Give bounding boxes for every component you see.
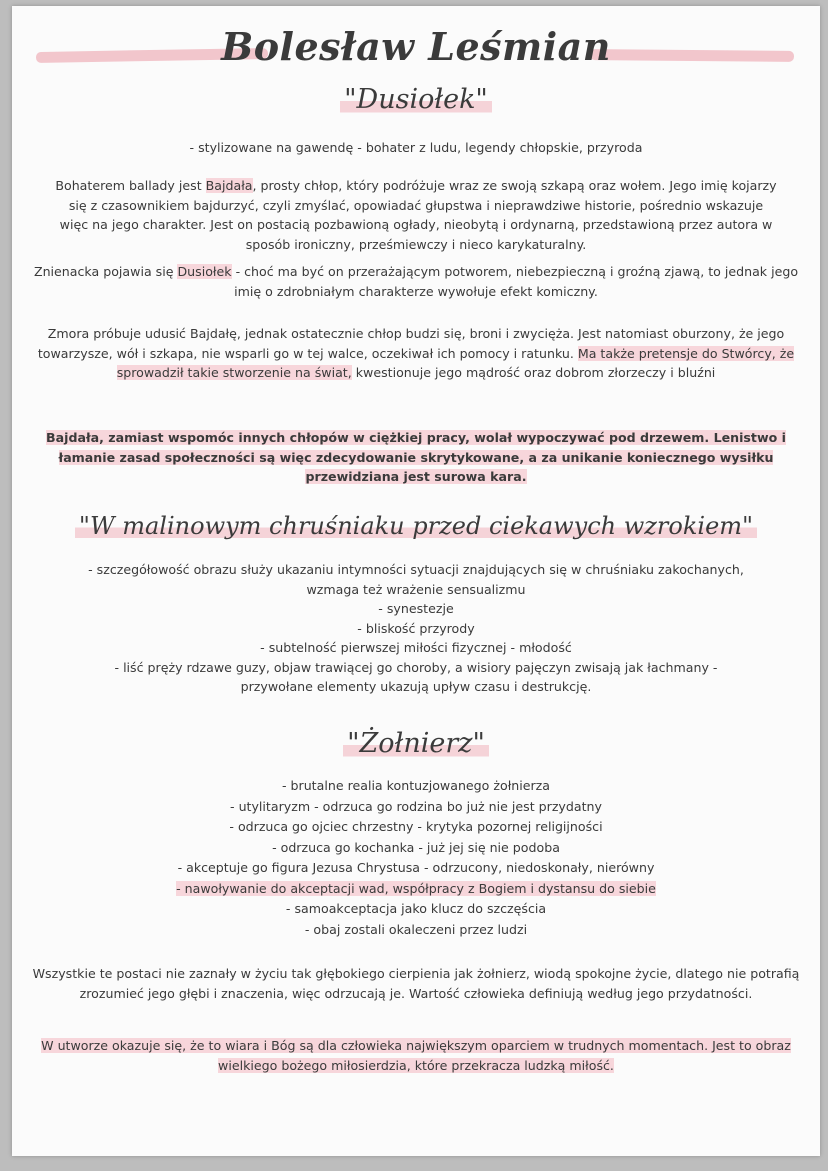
zolnierz-list — [32, 776, 800, 940]
section-title-dusiolek-text: "Dusiołek" — [340, 84, 492, 115]
p2-text-a: Znienacka pojawia się — [33, 264, 178, 279]
zolnierz-summary-1 — [22, 964, 810, 1003]
p1-highlight: Bajdała — [205, 178, 253, 193]
section-title-zolnierz — [12, 728, 820, 759]
dusiolek-paragraph-2 — [32, 262, 800, 301]
malinowym-line-5: - subtelność pierwszej miłości fizycznej - młodość — [260, 640, 572, 655]
section-title-malinowym-text: "W malinowym chruśniaku przed ciekawych wzrokiem" — [75, 512, 757, 540]
p1-text-b: , prosty chłop, który podróżuje wraz ze swoją szkapą oraz wołem. Jego imię kojarzy się z czasownikiem bajdurzyć, czyli zmyślać, opowiadać głupstwa i nieprawdziwe historie, pośrednio wskazuje więc na jego charakter. Jest on postacią pozbawioną ogłady, nieobytą i ordynarną, przedstawioną przez autora w sposób ironiczny, prześmiewczy i nieco karykaturalny. — [59, 178, 777, 252]
section-title-malinowym — [12, 512, 820, 540]
page-title: Bolesław Leśmian — [221, 24, 611, 69]
malinowym-line-2: wzmaga też wrażenie sensualizmu — [306, 581, 526, 597]
p2-highlight: Dusiołek — [177, 264, 232, 279]
p2-text-b: - choć ma być on przerażającym potworem, niebezpieczną i groźną zjawą, to jednak jego imię o zdrobniałym charakterze wywołuje efekt komiczny. — [231, 264, 799, 299]
zolnierz-summary-2 — [32, 1036, 800, 1075]
section-title-zolnierz-text: "Żołnierz" — [343, 728, 489, 759]
note-page — [12, 6, 820, 1156]
zolnierz-item: - brutalne realia kontuzjowanego żołnierza — [281, 778, 551, 793]
zolnierz-item: - akceptuje go figura Jezusa Chrystusa - odrzucony, niedoskonały, nierówny — [177, 860, 655, 875]
p4-highlight: Bajdała, zamiast wspomóc innych chłopów w ciężkiej pracy, wolał wypoczywać pod drzewem. Lenistwo i łamanie zasad społeczności są więc zdecydowanie skrytykowane, a za unikanie koniecznego wysiłku przewidziana jest surowa kara. — [46, 430, 786, 484]
malinowym-line-1: - szczegółowość obrazu służy ukazaniu intymności sytuacji znajdujących się w chruśniaku zakochanych, — [88, 562, 744, 577]
dusiolek-paragraph-1 — [32, 176, 800, 254]
p3-highlight: Ma także pretensje do Stwórcy, że sprowadził takie stworzenie na świat, — [116, 345, 795, 380]
zolnierz-item: - odrzuca go kochanka - już jej się nie podoba — [272, 839, 560, 855]
dusiolek-paragraph-3 — [32, 324, 800, 383]
dusiolek-intro — [32, 138, 800, 158]
dusiolek-intro-text: - stylizowane na gawendę - bohater z ludu, legendy chłopskie, przyroda — [189, 140, 643, 155]
zolnierz-item: - obaj zostali okaleczeni przez ludzi — [304, 921, 528, 937]
malinowym-line-7: przywołane elementy ukazują upływ czasu i destrukcję. — [240, 679, 592, 694]
p3-text-b: kwestionuje jego mądrość oraz dobrom złorzeczy i bluźni — [351, 365, 716, 380]
zolnierz-item: - samoakceptacja jako klucz do szczęścia — [285, 901, 547, 916]
zolnierz-item-highlight: - nawoływanie do akceptacji wad, współpracy z Bogiem i dystansu do siebie — [176, 880, 656, 896]
malinowym-line-6: - liść pręży rdzawe guzy, objaw trawiącej go choroby, a wisiory pajęczyn zwisają jak łachmany - — [114, 659, 718, 675]
dusiolek-paragraph-4 — [32, 428, 800, 487]
zolnierz-item: - utylitaryzm - odrzuca go rodzina bo już nie jest przydatny — [230, 798, 602, 814]
malinowym-line-3: - synestezje — [378, 601, 454, 616]
zolnierz-item: - odrzuca go ojciec chrzestny - krytyka pozornej religijności — [229, 819, 603, 834]
title-row — [12, 20, 820, 80]
malinowym-list — [32, 560, 800, 697]
p3-text-a: Zmora próbuje udusić Bajdałę, jednak ostatecznie chłop budzi się, broni i zwycięża. Jest natomiast oburzony, że jego towarzysze, wół i szkapa, nie wsparli go w tej walce, oczekiwał ich pomocy i ratunku. — [37, 326, 785, 361]
zolnierz-summary-2-highlight: W utworze okazuje się, że to wiara i Bóg są dla człowieka największym oparciem w trudnych momentach. Jest to obraz wielkiego bożego miłosierdzia, które przekracza ludzką miłość. — [41, 1038, 791, 1073]
malinowym-line-4: - bliskość przyrody — [357, 620, 475, 636]
p1-text-a: Bohaterem ballady jest — [55, 178, 206, 193]
zolnierz-summary-1-text: Wszystkie te postaci nie zaznały w życiu tak głębokiego cierpienia jak żołnierz, wiodą spokojne życie, dlatego nie potrafią zrozumieć jego głębi i znaczenia, więc odrzucają je. Wartość człowieka definiują według jego przydatności. — [32, 966, 800, 1001]
section-title-dusiolek — [12, 84, 820, 115]
